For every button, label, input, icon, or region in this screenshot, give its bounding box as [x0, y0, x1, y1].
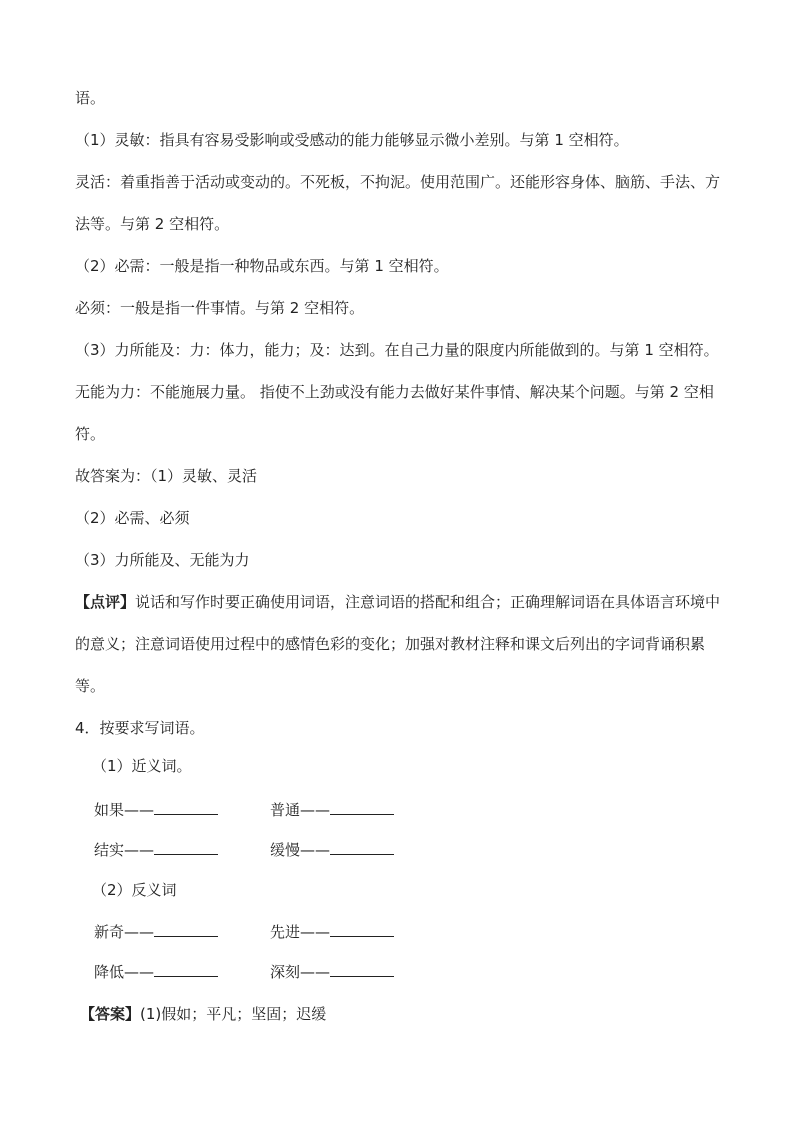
answer-blank[interactable]	[330, 962, 394, 977]
answer-summary: 故答案为：（1）灵敏、灵活	[75, 467, 258, 485]
text-line: 必须：一般是指一件事情。与第 2 空相符。	[75, 299, 365, 317]
text-line: （3）力所能及：力：体力，能力；及：达到。在自己力量的限度内所能做到的。与第 1 空相符。	[75, 341, 719, 359]
exercise-word: 先进——	[270, 923, 331, 941]
answer-line	[80, 1004, 326, 1024]
answer-blank[interactable]	[154, 800, 218, 815]
text-line: （2）必需：一般是指一种物品或东西。与第 1 空相符。	[75, 257, 449, 275]
exercise-item	[270, 962, 394, 982]
answer-summary: （2）必需、必须	[75, 509, 190, 527]
exercise-word: 降低——	[94, 963, 155, 981]
synonym-heading: （1）近义词。	[92, 757, 192, 775]
answer-blank[interactable]	[154, 840, 218, 855]
text-line: 法等。与第 2 空相符。	[75, 215, 230, 233]
answer-label: 【答案】	[80, 1005, 141, 1023]
exercise-item	[94, 962, 218, 982]
comment-line	[75, 592, 720, 612]
exercise-word: 普通——	[270, 801, 331, 819]
text-line: （1）灵敏：指具有容易受影响或受感动的能力能够显示微小差别。与第 1 空相符。	[75, 131, 629, 149]
antonym-heading: （2）反义词	[92, 881, 177, 899]
exercise-item	[270, 840, 394, 860]
answer-text: (1)假如；平凡；坚固；迟缓	[140, 1005, 327, 1023]
text-line: 符。	[75, 425, 106, 443]
question-title: 4．按要求写词语。	[75, 719, 205, 737]
exercise-word: 深刻——	[270, 963, 331, 981]
answer-blank[interactable]	[154, 922, 218, 937]
comment-line: 的意义；注意词语使用过程中的感情色彩的变化；加强对教材注释和课文后列出的字词背诵积累	[75, 635, 706, 653]
comment-label: 【点评】	[75, 593, 136, 611]
comment-line: 等。	[75, 677, 106, 695]
text-line: 无能为力：不能施展力量。 指使不上劲或没有能力去做好某件事情、解决某个问题。与第 2 空相	[75, 383, 714, 401]
exercise-word: 缓慢——	[270, 841, 331, 859]
answer-blank[interactable]	[154, 962, 218, 977]
answer-summary: （3）力所能及、无能为力	[75, 551, 250, 569]
text-line: 灵活：着重指善于活动或变动的。不死板，不拘泥。使用范围广。还能形容身体、脑筋、手法、方	[75, 173, 721, 191]
exercise-word: 新奇——	[94, 923, 155, 941]
exercise-item	[270, 800, 394, 820]
exercise-item	[270, 922, 394, 942]
exercise-word: 如果——	[94, 801, 155, 819]
exercise-word: 结实——	[94, 841, 155, 859]
exercise-item	[94, 922, 218, 942]
exercise-item	[94, 800, 218, 820]
text-line: 语。	[75, 89, 106, 107]
answer-blank[interactable]	[330, 922, 394, 937]
comment-text: 说话和写作时要正确使用词语，注意词语的搭配和组合；正确理解词语在具体语言环境中	[135, 593, 721, 611]
exercise-item	[94, 840, 218, 860]
answer-blank[interactable]	[330, 840, 394, 855]
answer-blank[interactable]	[330, 800, 394, 815]
